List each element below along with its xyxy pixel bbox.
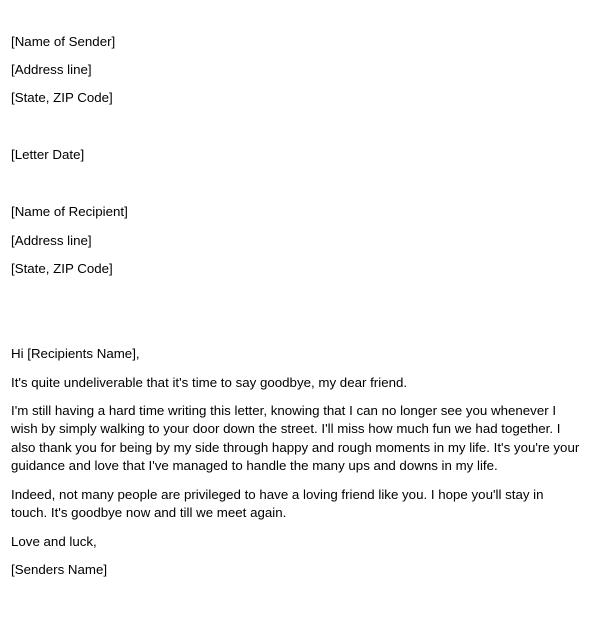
greeting: Hi [Recipients Name], xyxy=(11,346,140,361)
body-paragraph-1: It's quite undeliverable that it's time to say goodbye, my dear friend. xyxy=(11,375,408,390)
sender-name: [Name of Sender] xyxy=(11,34,116,49)
body-paragraph-3: Indeed, not many people are privileged to have a loving friend like you. I hope you'll stay in touch. It's goodbye now and till we meet again. xyxy=(11,487,544,521)
letter-date: [Letter Date] xyxy=(11,147,85,162)
closing: Love and luck, xyxy=(11,534,97,549)
sender-state-zip: [State, ZIP Code] xyxy=(11,90,113,105)
sender-address: [Address line] xyxy=(11,62,92,77)
recipient-name: [Name of Recipient] xyxy=(11,204,128,219)
recipient-address: [Address line] xyxy=(11,233,92,248)
signature: [Senders Name] xyxy=(11,562,108,577)
body-paragraph-2: I'm still having a hard time writing this letter, knowing that I can no longer see you whenever I wish by simply walking to your door down the street. I'll miss how much fun we had together. I also thank you for being by my side through happy and rough moments in my life. It's you're your guidance and love that I've managed to handle the many ups and downs in my life. xyxy=(11,403,580,473)
recipient-state-zip: [State, ZIP Code] xyxy=(11,261,113,276)
